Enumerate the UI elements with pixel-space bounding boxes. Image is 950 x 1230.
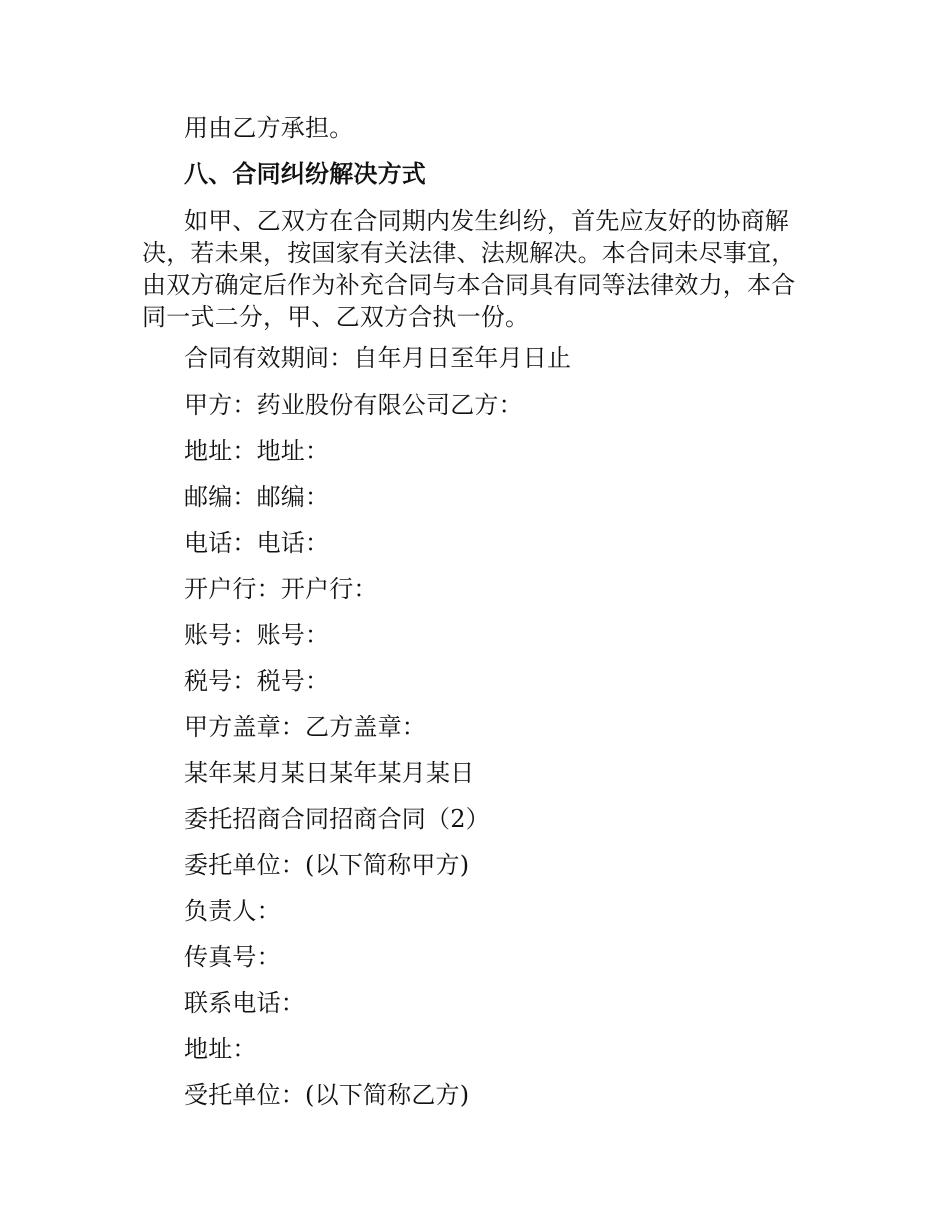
contract-title-2: 委托招商合同招商合同（2） — [184, 805, 490, 833]
seal-line: 甲方盖章：乙方盖章： — [184, 713, 426, 741]
account-line: 账号：账号： — [184, 621, 330, 649]
address-line-2: 地址： — [184, 1035, 257, 1063]
postcode-line: 邮编：邮编： — [184, 483, 330, 511]
paragraph-line: 同一式二分，甲、乙双方合执一份。 — [142, 303, 530, 331]
validity-period: 合同有效期间：自年月日至年月日止 — [184, 344, 572, 372]
fax-line: 传真号： — [184, 943, 281, 971]
text-line-continuation: 用由乙方承担。 — [184, 114, 354, 142]
responsible-person-line: 负责人： — [184, 897, 281, 925]
contact-phone-line: 联系电话： — [184, 989, 305, 1017]
address-line: 地址：地址： — [184, 437, 330, 465]
paragraph-line: 由双方确定后作为补充合同与本合同具有同等法律效力，本合 — [142, 271, 796, 299]
section-heading-dispute: 八、合同纠纷解决方式 — [184, 160, 426, 188]
date-line: 某年某月某日某年某月某日 — [184, 759, 475, 787]
parties-line: 甲方：药业股份有限公司乙方： — [184, 391, 523, 419]
agent-line: 受托单位：(以下简称乙方) — [184, 1081, 470, 1109]
paragraph-dispute-resolution — [142, 205, 822, 333]
paragraph-line: 决，若未果，按国家有关法律、法规解决。本合同未尽事宜， — [142, 239, 796, 267]
phone-line: 电话：电话： — [184, 529, 330, 557]
bank-line: 开户行：开户行： — [184, 575, 378, 603]
paragraph-line: 如甲、乙双方在合同期内发生纠纷，首先应友好的协商解 — [184, 207, 789, 235]
principal-line: 委托单位：(以下简称甲方) — [184, 851, 470, 879]
tax-line: 税号：税号： — [184, 667, 330, 695]
